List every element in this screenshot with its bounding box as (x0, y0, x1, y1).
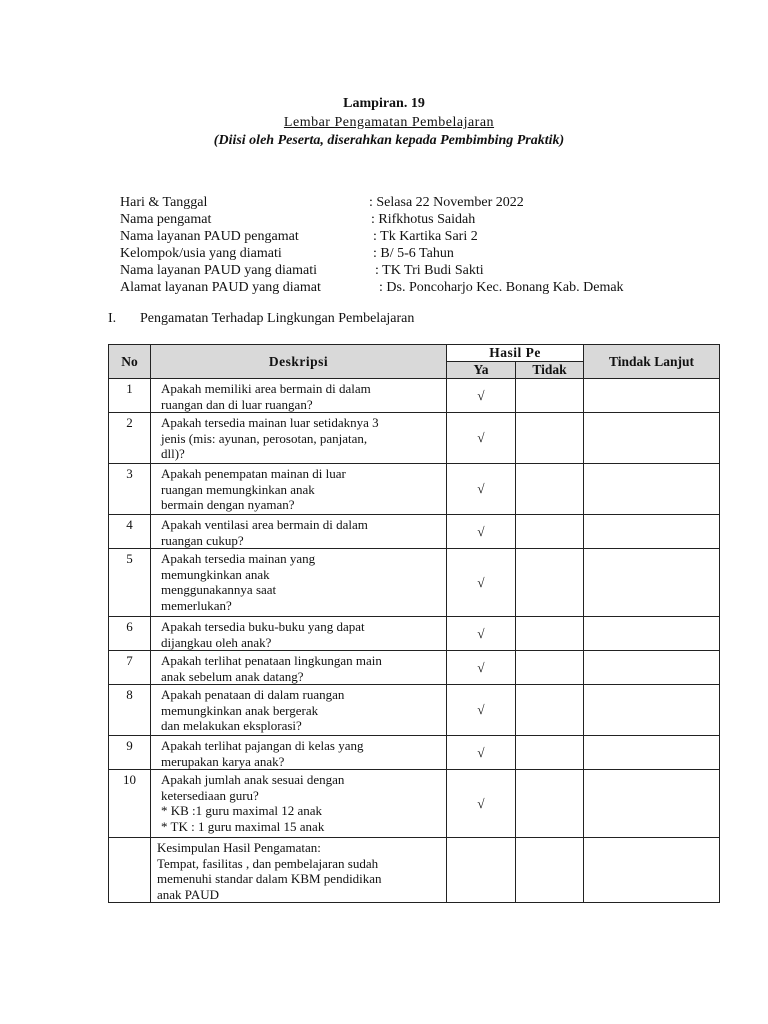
conclusion-ya-cell (447, 838, 516, 903)
cell-tindak-lanjut (584, 464, 720, 515)
description-line: bermain dengan nyaman? (161, 497, 295, 512)
description-line: Apakah terlihat pajangan di kelas yang (161, 738, 364, 753)
document-title: Lembar Pengamatan Pembelajaran (283, 115, 495, 130)
row-description (151, 770, 447, 838)
description-line: dijangkau oleh anak? (161, 634, 272, 650)
row-number: 3 (109, 464, 151, 515)
conclusion-row (109, 838, 720, 903)
row-description (151, 413, 447, 464)
description-line: Apakah penempatan mainan di luar (161, 466, 346, 481)
checkmark-ya: √ (447, 379, 516, 413)
row-number: 6 (109, 617, 151, 651)
info-label: Nama pengamat (120, 212, 212, 227)
table-row (109, 736, 720, 770)
cell-tindak-lanjut (584, 651, 720, 685)
conclusion-line: anak PAUD (157, 886, 219, 902)
table-row (109, 413, 720, 464)
cell-tindak-lanjut (584, 515, 720, 549)
row-number: 8 (109, 685, 151, 736)
description-line: * KB :1 guru maximal 12 anak (161, 803, 323, 818)
description-line: Apakah tersedia mainan yang (161, 551, 316, 566)
document-subtitle: (Diisi oleh Peserta, diserahkan kepada Pembimbing Praktik) (213, 133, 565, 148)
row-number: 1 (109, 379, 151, 413)
info-value: : Tk Kartika Sari 2 (373, 229, 478, 244)
description-line: Apakah tersedia mainan luar setidaknya 3 (161, 415, 379, 430)
conclusion-line: Kesimpulan Hasil Pengamatan: (157, 840, 321, 855)
table-row (109, 379, 720, 413)
conclusion-text (151, 838, 447, 903)
info-value: : Selasa 22 November 2022 (369, 195, 524, 210)
cell-tindak-lanjut (584, 770, 720, 838)
description-line: menggunakannya saat (161, 582, 277, 597)
description-line: ruangan dan di luar ruangan? (161, 396, 313, 412)
checkmark-ya: √ (447, 515, 516, 549)
checkmark-ya: √ (447, 651, 516, 685)
description-line: Apakah jumlah anak sesuai dengan (161, 772, 345, 787)
cell-tidak (516, 685, 584, 736)
checkmark-ya: √ (447, 770, 516, 838)
description-line: memungkinkan anak (161, 566, 270, 582)
description-line: ruangan memungkinkan anak (161, 481, 315, 497)
conclusion-tidak-cell (516, 838, 584, 903)
conclusion-tindak-cell (584, 838, 720, 903)
info-label: Nama layanan PAUD pengamat (120, 229, 299, 244)
info-label: Nama layanan PAUD yang diamati (120, 263, 317, 278)
info-value: : B/ 5-6 Tahun (373, 246, 454, 261)
row-number: 5 (109, 549, 151, 617)
cell-tindak-lanjut (584, 685, 720, 736)
table-row (109, 464, 720, 515)
cell-tidak (516, 379, 584, 413)
row-description (151, 617, 447, 651)
checkmark-ya: √ (447, 549, 516, 617)
info-value: : Ds. Poncoharjo Kec. Bonang Kab. Demak (379, 280, 624, 295)
description-line: dll)? (161, 446, 185, 461)
section-number: I. (108, 311, 117, 326)
info-value: : Rifkhotus Saidah (371, 212, 476, 227)
description-line: jenis (mis: ayunan, perosotan, panjatan, (161, 430, 368, 446)
row-description (151, 464, 447, 515)
row-description (151, 651, 447, 685)
cell-tindak-lanjut (584, 379, 720, 413)
description-line: Apakah ventilasi area bermain di dalam (161, 517, 368, 532)
table-row (109, 549, 720, 617)
cell-tindak-lanjut (584, 617, 720, 651)
info-label: Alamat layanan PAUD yang diamat (120, 280, 321, 295)
cell-tidak (516, 736, 584, 770)
table-row (109, 515, 720, 549)
row-number: 4 (109, 515, 151, 549)
header-tidak: Tidak (516, 362, 584, 379)
table-row (109, 685, 720, 736)
description-line: ketersediaan guru? (161, 787, 259, 803)
table-row (109, 617, 720, 651)
section-title: Pengamatan Terhadap Lingkungan Pembelajaran (140, 311, 415, 326)
cell-tidak (516, 464, 584, 515)
cell-tindak-lanjut (584, 736, 720, 770)
row-number: 10 (109, 770, 151, 838)
description-line: memerlukan? (161, 597, 232, 613)
header-tindak-lanjut: Tindak Lanjut (584, 345, 720, 379)
description-line: Apakah tersedia buku-buku yang dapat (161, 619, 365, 634)
cell-tidak (516, 617, 584, 651)
cell-tidak (516, 651, 584, 685)
description-line: dan melakukan eksplorasi? (161, 718, 302, 733)
conclusion-no-cell (109, 838, 151, 903)
checkmark-ya: √ (447, 413, 516, 464)
description-line: Apakah terlihat penataan lingkungan main (161, 653, 382, 668)
row-description (151, 549, 447, 617)
table-row (109, 651, 720, 685)
row-description (151, 379, 447, 413)
row-description (151, 515, 447, 549)
info-label: Kelompok/usia yang diamati (120, 246, 282, 261)
lampiran-label: Lampiran. 19 (343, 96, 425, 111)
description-line: * TK : 1 guru maximal 15 anak (161, 818, 325, 834)
info-label: Hari & Tanggal (120, 195, 208, 210)
cell-tidak (516, 413, 584, 464)
conclusion-line: memenuhi standar dalam KBM pendidikan (157, 871, 382, 886)
description-line: memungkinkan anak bergerak (161, 702, 319, 718)
cell-tidak (516, 549, 584, 617)
cell-tidak (516, 515, 584, 549)
description-line: ruangan cukup? (161, 532, 244, 548)
header-deskripsi: Deskripsi (151, 345, 447, 379)
description-line: Apakah penataan di dalam ruangan (161, 687, 345, 702)
checkmark-ya: √ (447, 464, 516, 515)
description-line: anak sebelum anak datang? (161, 668, 304, 684)
row-description (151, 736, 447, 770)
header-hasil: Hasil Pe (447, 345, 584, 362)
checkmark-ya: √ (447, 685, 516, 736)
header-no: No (109, 345, 151, 379)
row-number: 2 (109, 413, 151, 464)
header-ya: Ya (447, 362, 516, 379)
row-description (151, 685, 447, 736)
table-row (109, 770, 720, 838)
cell-tindak-lanjut (584, 413, 720, 464)
checkmark-ya: √ (447, 617, 516, 651)
info-value: : TK Tri Budi Sakti (375, 263, 484, 278)
description-line: Apakah memiliki area bermain di dalam (161, 381, 371, 396)
description-line: merupakan karya anak? (161, 753, 285, 769)
cell-tindak-lanjut (584, 549, 720, 617)
cell-tidak (516, 770, 584, 838)
conclusion-line: Tempat, fasilitas , dan pembelajaran sudah (157, 855, 379, 871)
row-number: 9 (109, 736, 151, 770)
observation-table (108, 344, 720, 903)
checkmark-ya: √ (447, 736, 516, 770)
row-number: 7 (109, 651, 151, 685)
